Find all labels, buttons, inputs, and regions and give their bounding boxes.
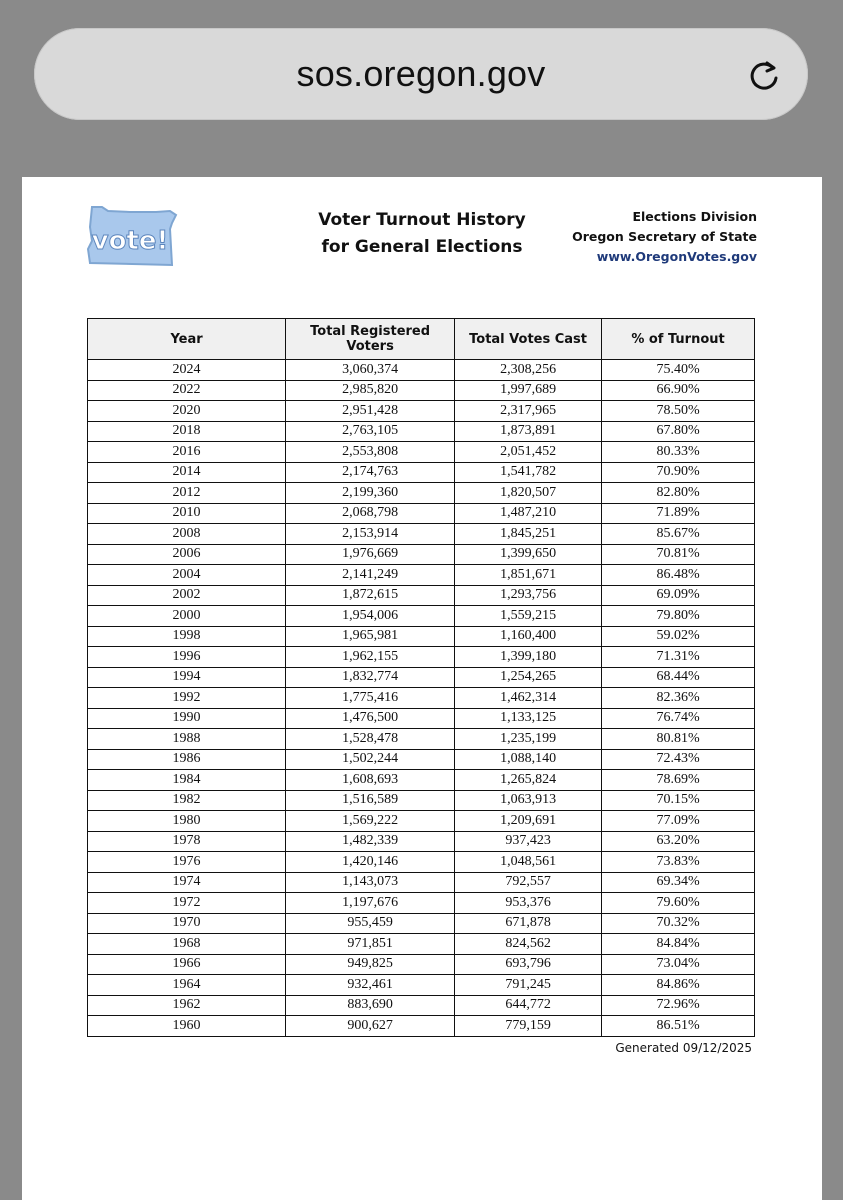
table-row — [88, 421, 755, 442]
table-row — [88, 524, 755, 545]
cell-votes-cast: 1,293,756 — [455, 585, 602, 606]
cell-votes-cast: 1,399,650 — [455, 544, 602, 565]
table-row — [88, 606, 755, 627]
cell-year: 2022 — [88, 380, 286, 401]
cell-registered: 2,951,428 — [286, 401, 455, 422]
cell-turnout: 72.96% — [602, 995, 755, 1016]
cell-registered: 1,775,416 — [286, 688, 455, 709]
cell-registered: 971,851 — [286, 934, 455, 955]
division-info — [572, 207, 757, 267]
cell-turnout: 76.74% — [602, 708, 755, 729]
cell-year: 2000 — [88, 606, 286, 627]
cell-registered: 2,141,249 — [286, 565, 455, 586]
cell-year: 1998 — [88, 626, 286, 647]
cell-registered: 1,528,478 — [286, 729, 455, 750]
cell-registered: 2,763,105 — [286, 421, 455, 442]
table-row — [88, 770, 755, 791]
cell-year: 2012 — [88, 483, 286, 504]
cell-turnout: 78.50% — [602, 401, 755, 422]
cell-year: 2024 — [88, 360, 286, 381]
cell-year: 1994 — [88, 667, 286, 688]
cell-year: 1984 — [88, 770, 286, 791]
table-row — [88, 1016, 755, 1037]
cell-turnout: 67.80% — [602, 421, 755, 442]
cell-votes-cast: 1,559,215 — [455, 606, 602, 627]
cell-votes-cast: 937,423 — [455, 831, 602, 852]
cell-votes-cast: 1,235,199 — [455, 729, 602, 750]
cell-year: 2016 — [88, 442, 286, 463]
cell-votes-cast: 2,051,452 — [455, 442, 602, 463]
cell-registered: 1,143,073 — [286, 872, 455, 893]
cell-votes-cast: 1,820,507 — [455, 483, 602, 504]
cell-year: 1992 — [88, 688, 286, 709]
cell-turnout: 82.36% — [602, 688, 755, 709]
cell-turnout: 86.48% — [602, 565, 755, 586]
cell-turnout: 79.80% — [602, 606, 755, 627]
table-row — [88, 934, 755, 955]
cell-registered: 1,965,981 — [286, 626, 455, 647]
table-row — [88, 544, 755, 565]
cell-turnout: 85.67% — [602, 524, 755, 545]
cell-votes-cast: 1,265,824 — [455, 770, 602, 791]
cell-turnout: 82.80% — [602, 483, 755, 504]
cell-votes-cast: 1,088,140 — [455, 749, 602, 770]
table-row — [88, 872, 755, 893]
header-year: Year — [88, 319, 286, 360]
cell-votes-cast: 792,557 — [455, 872, 602, 893]
cell-registered: 1,872,615 — [286, 585, 455, 606]
cell-registered: 900,627 — [286, 1016, 455, 1037]
cell-year: 1982 — [88, 790, 286, 811]
agency-name: Oregon Secretary of State — [572, 229, 757, 244]
cell-year: 2020 — [88, 401, 286, 422]
cell-year: 2004 — [88, 565, 286, 586]
cell-registered: 2,174,763 — [286, 462, 455, 483]
cell-registered: 2,153,914 — [286, 524, 455, 545]
cell-votes-cast: 779,159 — [455, 1016, 602, 1037]
generated-date: Generated 09/12/2025 — [615, 1041, 752, 1055]
title-line-2: for General Elections — [321, 237, 523, 257]
table-row — [88, 790, 755, 811]
cell-year: 1978 — [88, 831, 286, 852]
url-text[interactable]: sos.oregon.gov — [296, 53, 546, 94]
cell-registered: 2,553,808 — [286, 442, 455, 463]
cell-year: 1976 — [88, 852, 286, 873]
cell-registered: 2,068,798 — [286, 503, 455, 524]
cell-registered: 2,199,360 — [286, 483, 455, 504]
cell-registered: 1,832,774 — [286, 667, 455, 688]
table-row — [88, 503, 755, 524]
cell-turnout: 70.90% — [602, 462, 755, 483]
cell-turnout: 75.40% — [602, 360, 755, 381]
table-row — [88, 360, 755, 381]
cell-turnout: 73.83% — [602, 852, 755, 873]
cell-votes-cast: 1,399,180 — [455, 647, 602, 668]
cell-year: 2018 — [88, 421, 286, 442]
table-row — [88, 585, 755, 606]
table-row — [88, 401, 755, 422]
cell-year: 2006 — [88, 544, 286, 565]
table-row — [88, 462, 755, 483]
cell-year: 2010 — [88, 503, 286, 524]
cell-votes-cast: 1,462,314 — [455, 688, 602, 709]
cell-votes-cast: 824,562 — [455, 934, 602, 955]
table-row — [88, 954, 755, 975]
cell-turnout: 80.81% — [602, 729, 755, 750]
cell-turnout: 79.60% — [602, 893, 755, 914]
cell-registered: 2,985,820 — [286, 380, 455, 401]
table-row — [88, 380, 755, 401]
turnout-table — [87, 318, 755, 1037]
cell-registered: 1,954,006 — [286, 606, 455, 627]
division-name: Elections Division — [632, 209, 757, 224]
table-row — [88, 852, 755, 873]
cell-turnout: 59.02% — [602, 626, 755, 647]
cell-registered: 1,482,339 — [286, 831, 455, 852]
cell-votes-cast: 2,308,256 — [455, 360, 602, 381]
cell-turnout: 70.15% — [602, 790, 755, 811]
cell-votes-cast: 1,063,913 — [455, 790, 602, 811]
document-title — [277, 207, 567, 261]
cell-turnout: 78.69% — [602, 770, 755, 791]
cell-registered: 1,569,222 — [286, 811, 455, 832]
logo-text: vote! — [91, 226, 169, 256]
cell-year: 2002 — [88, 585, 286, 606]
cell-votes-cast: 1,851,671 — [455, 565, 602, 586]
cell-turnout: 77.09% — [602, 811, 755, 832]
document-page — [22, 177, 822, 1200]
browser-top-bar — [0, 0, 843, 160]
cell-year: 1986 — [88, 749, 286, 770]
cell-registered: 1,502,244 — [286, 749, 455, 770]
cell-turnout: 73.04% — [602, 954, 755, 975]
cell-votes-cast: 1,873,891 — [455, 421, 602, 442]
cell-year: 1964 — [88, 975, 286, 996]
table-row — [88, 995, 755, 1016]
table-row — [88, 831, 755, 852]
cell-votes-cast: 1,160,400 — [455, 626, 602, 647]
cell-votes-cast: 1,997,689 — [455, 380, 602, 401]
cell-registered: 932,461 — [286, 975, 455, 996]
table-row — [88, 483, 755, 504]
cell-turnout: 84.86% — [602, 975, 755, 996]
cell-year: 1980 — [88, 811, 286, 832]
cell-registered: 1,420,146 — [286, 852, 455, 873]
cell-registered: 1,197,676 — [286, 893, 455, 914]
cell-votes-cast: 644,772 — [455, 995, 602, 1016]
table-row — [88, 975, 755, 996]
cell-turnout: 68.44% — [602, 667, 755, 688]
cell-year: 1972 — [88, 893, 286, 914]
cell-votes-cast: 671,878 — [455, 913, 602, 934]
cell-votes-cast: 953,376 — [455, 893, 602, 914]
cell-turnout: 66.90% — [602, 380, 755, 401]
cell-year: 1962 — [88, 995, 286, 1016]
cell-turnout: 84.84% — [602, 934, 755, 955]
oregon-vote-logo — [86, 205, 178, 267]
table-row — [88, 647, 755, 668]
cell-turnout: 80.33% — [602, 442, 755, 463]
header-votes-cast: Total Votes Cast — [455, 319, 602, 360]
cell-turnout: 71.89% — [602, 503, 755, 524]
address-bar[interactable] — [34, 28, 808, 120]
table-row — [88, 893, 755, 914]
title-line-1: Voter Turnout History — [318, 210, 526, 230]
table-header-row — [88, 319, 755, 360]
cell-year: 1996 — [88, 647, 286, 668]
cell-year: 1974 — [88, 872, 286, 893]
cell-votes-cast: 693,796 — [455, 954, 602, 975]
cell-registered: 1,476,500 — [286, 708, 455, 729]
cell-votes-cast: 1,133,125 — [455, 708, 602, 729]
table-row — [88, 913, 755, 934]
cell-turnout: 86.51% — [602, 1016, 755, 1037]
table-row — [88, 626, 755, 647]
table-row — [88, 729, 755, 750]
cell-turnout: 70.81% — [602, 544, 755, 565]
cell-registered: 1,962,155 — [286, 647, 455, 668]
cell-votes-cast: 791,245 — [455, 975, 602, 996]
cell-votes-cast: 1,048,561 — [455, 852, 602, 873]
cell-year: 2008 — [88, 524, 286, 545]
table-body — [88, 360, 755, 1037]
cell-registered: 1,976,669 — [286, 544, 455, 565]
cell-turnout: 71.31% — [602, 647, 755, 668]
table-row — [88, 442, 755, 463]
cell-votes-cast: 1,541,782 — [455, 462, 602, 483]
cell-registered: 949,825 — [286, 954, 455, 975]
cell-turnout: 70.32% — [602, 913, 755, 934]
cell-year: 1990 — [88, 708, 286, 729]
cell-year: 1968 — [88, 934, 286, 955]
cell-registered: 883,690 — [286, 995, 455, 1016]
cell-year: 1988 — [88, 729, 286, 750]
reload-icon[interactable] — [746, 57, 782, 93]
cell-votes-cast: 2,317,965 — [455, 401, 602, 422]
table-row — [88, 667, 755, 688]
header-registered: Total Registered Voters — [286, 319, 455, 360]
table-row — [88, 708, 755, 729]
cell-turnout: 69.09% — [602, 585, 755, 606]
cell-year: 2014 — [88, 462, 286, 483]
cell-year: 1960 — [88, 1016, 286, 1037]
cell-turnout: 72.43% — [602, 749, 755, 770]
header-turnout: % of Turnout — [602, 319, 755, 360]
cell-year: 1966 — [88, 954, 286, 975]
website-link[interactable]: www.OregonVotes.gov — [596, 249, 757, 264]
table-row — [88, 749, 755, 770]
cell-votes-cast: 1,487,210 — [455, 503, 602, 524]
cell-registered: 1,608,693 — [286, 770, 455, 791]
cell-registered: 1,516,589 — [286, 790, 455, 811]
cell-votes-cast: 1,845,251 — [455, 524, 602, 545]
cell-turnout: 63.20% — [602, 831, 755, 852]
table-row — [88, 811, 755, 832]
cell-registered: 3,060,374 — [286, 360, 455, 381]
table-row — [88, 688, 755, 709]
cell-votes-cast: 1,254,265 — [455, 667, 602, 688]
table-row — [88, 565, 755, 586]
cell-votes-cast: 1,209,691 — [455, 811, 602, 832]
cell-turnout: 69.34% — [602, 872, 755, 893]
cell-registered: 955,459 — [286, 913, 455, 934]
cell-year: 1970 — [88, 913, 286, 934]
